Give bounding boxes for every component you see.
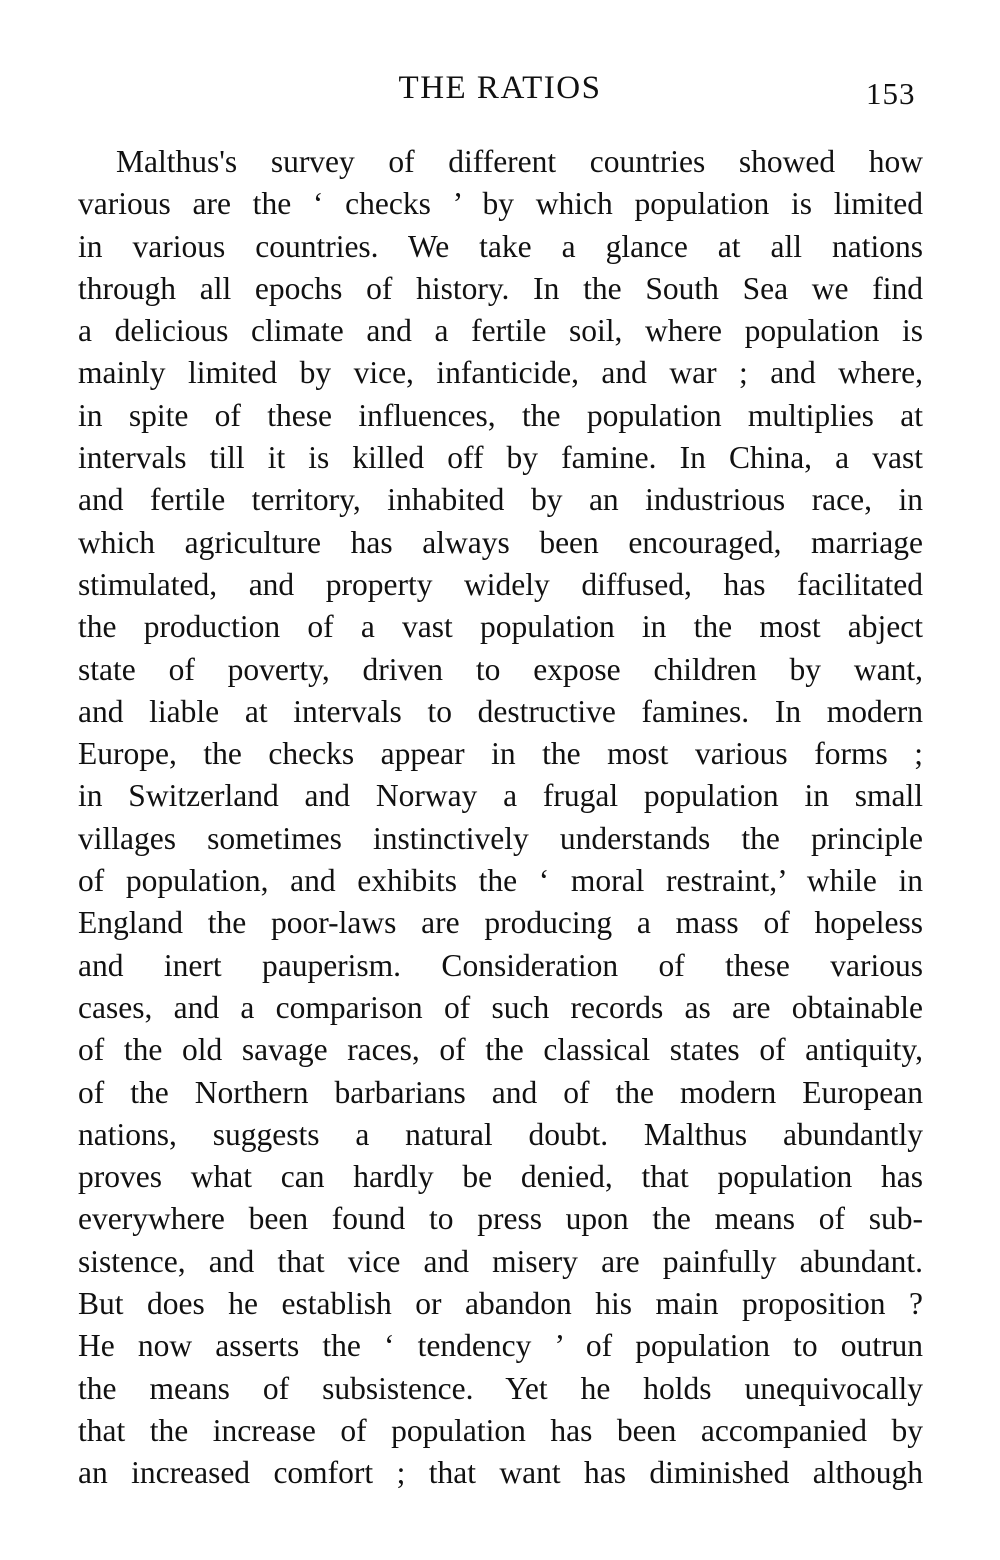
text-line	[78, 902, 923, 944]
text-line-content: the production of a vast population in the most abject	[78, 609, 923, 645]
text-line-content: stimulated, and property widely diffused, has facilitated	[78, 566, 923, 602]
text-line	[78, 733, 923, 775]
text-line-content: that the increase of population has been accompanied by	[78, 1412, 923, 1448]
text-line	[78, 141, 923, 183]
text-line-content: He now asserts the ‘ tendency ’ of population to outrun	[78, 1328, 923, 1364]
text-line-content: in various countries. We take a glance at all nations	[78, 228, 923, 264]
text-line-content: the means of subsistence. Yet he holds unequivocally	[78, 1370, 923, 1406]
text-line-content: Malthus's survey of different countries showed how	[116, 144, 923, 179]
text-line	[78, 310, 923, 352]
text-line	[78, 1410, 923, 1452]
text-line	[78, 437, 923, 479]
text-line-content: which agriculture has always been encouraged, marriage	[78, 524, 923, 560]
text-line	[78, 226, 923, 268]
running-title: THE RATIOS	[398, 70, 602, 106]
text-line-content: in spite of these influences, the population multiplies at	[78, 397, 923, 433]
text-line	[78, 1029, 923, 1071]
text-line	[78, 860, 923, 902]
text-line	[78, 268, 923, 310]
text-line	[78, 1368, 923, 1410]
text-line	[78, 1072, 923, 1114]
text-line	[78, 1452, 923, 1494]
text-line-content: cases, and a comparison of such records as are obtainable	[78, 989, 923, 1025]
text-line-content: nations, suggests a natural doubt. Malthus abundantly	[78, 1116, 923, 1152]
text-line-content: a delicious climate and a fertile soil, where population is	[78, 313, 923, 349]
text-line-content: and inert pauperism. Consideration of these various	[78, 947, 923, 983]
body-text	[78, 141, 923, 1495]
text-line	[78, 522, 923, 564]
text-line-content: everywhere been found to press upon the means of sub-	[78, 1201, 923, 1237]
text-line	[78, 564, 923, 606]
text-line	[78, 775, 923, 817]
text-line	[78, 395, 923, 437]
text-line	[78, 1156, 923, 1198]
text-line	[78, 1241, 923, 1283]
page-number: 153	[866, 76, 916, 111]
text-line-content: proves what can hardly be denied, that population has	[78, 1159, 923, 1195]
page-header	[0, 70, 1000, 114]
text-line	[78, 818, 923, 860]
text-line-content: of the old savage races, of the classical states of antiquity,	[78, 1032, 923, 1068]
text-line	[78, 1325, 923, 1367]
text-line-content: sistence, and that vice and misery are painfully abundant.	[78, 1243, 923, 1279]
text-line-content: mainly limited by vice, infanticide, and war ; and where,	[78, 355, 923, 391]
text-line-content: of population, and exhibits the ‘ moral restraint,’ while in	[78, 863, 923, 899]
text-line	[78, 987, 923, 1029]
text-line	[78, 945, 923, 987]
text-line-content: of the Northern barbarians and of the modern European	[78, 1074, 923, 1110]
text-line-content: and liable at intervals to destructive famines. In modern	[78, 693, 923, 729]
text-line	[78, 691, 923, 733]
text-line-content: state of poverty, driven to expose children by want,	[78, 651, 923, 687]
text-line	[78, 1114, 923, 1156]
text-line-content: intervals till it is killed off by famine. In China, a vast	[78, 440, 923, 476]
text-line	[78, 606, 923, 648]
text-line-content: England the poor-laws are producing a mass of hopeless	[78, 905, 923, 941]
text-line-content: an increased comfort ; that want has diminished although	[78, 1455, 923, 1491]
text-line-content: through all epochs of history. In the South Sea we find	[78, 270, 923, 306]
text-line-content: in Switzerland and Norway a frugal population in small	[78, 778, 923, 814]
text-line	[78, 183, 923, 225]
text-line	[78, 649, 923, 691]
text-line-content: various are the ‘ checks ’ by which population is limited	[78, 186, 923, 222]
text-line-content: and fertile territory, inhabited by an industrious race, in	[78, 482, 923, 518]
text-line	[78, 1283, 923, 1325]
text-line-content: villages sometimes instinctively understands the principle	[78, 820, 923, 856]
text-line-content: Europe, the checks appear in the most various forms ;	[78, 736, 923, 772]
text-line	[78, 352, 923, 394]
text-line-content: But does he establish or abandon his main proposition ?	[78, 1286, 923, 1322]
text-line	[78, 479, 923, 521]
text-line	[78, 1198, 923, 1240]
